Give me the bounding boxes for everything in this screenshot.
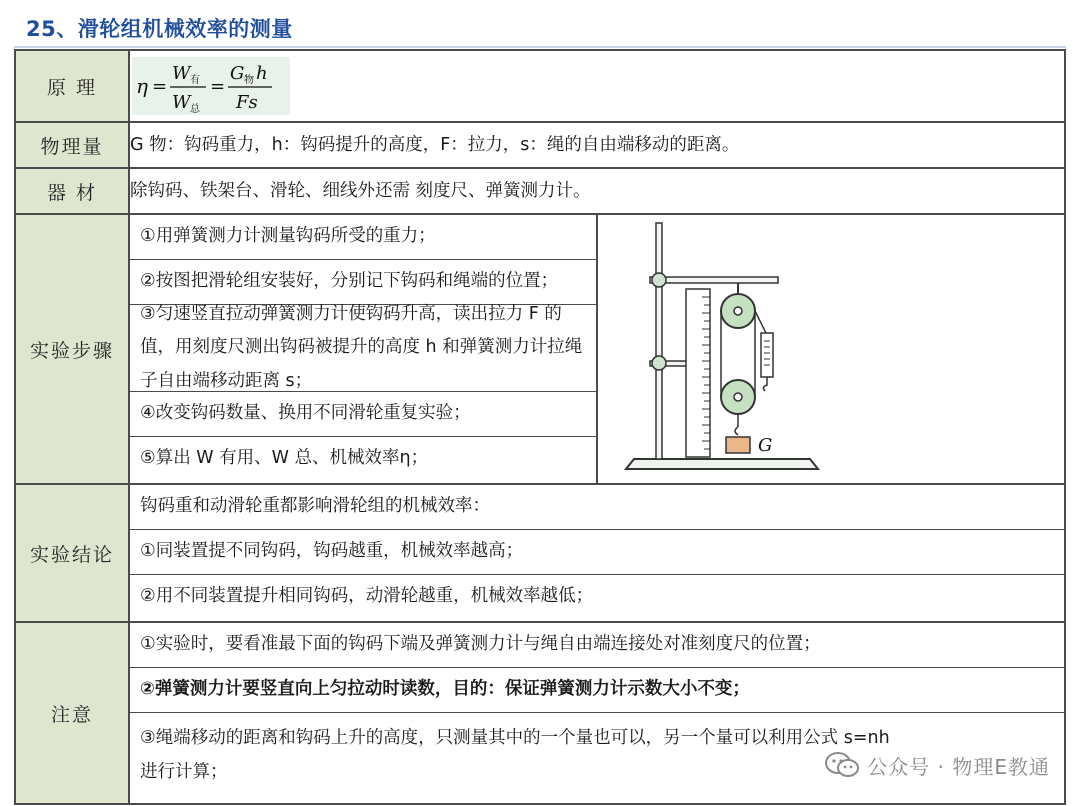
watermark (825, 748, 1050, 782)
svg-text:=: = (210, 76, 226, 97)
label-conclusion: 实验结论 (15, 484, 129, 622)
experiment-table (14, 49, 1066, 805)
spring-scale (761, 333, 773, 377)
quantities-text: G 物：钩码重力，h：钩码提升的高度，F：拉力，s：绳的自由端移动的距离。 (129, 122, 1065, 168)
row-steps (15, 214, 1065, 484)
note-item: ①实验时，要看准最下面的钩码下端及弹簧测力计与绳自由端连接处对准刻度尺的位置； (130, 623, 1064, 668)
svg-text:=: = (152, 76, 168, 97)
title-underline (14, 46, 1066, 48)
svg-text:总: 总 (190, 104, 200, 115)
step-item: ④改变钩码数量、换用不同滑轮重复实验； (130, 392, 596, 437)
principle-formula (129, 50, 1065, 122)
stand-rod (656, 223, 662, 459)
equipment-text: 除钩码、铁架台、滑轮、细线外还需 刻度尺、弹簧测力计。 (129, 168, 1065, 214)
svg-text:有: 有 (190, 75, 200, 86)
weight-label: G (758, 435, 773, 456)
pulley-diagram-cell (597, 214, 1065, 484)
svg-text:W: W (172, 92, 191, 113)
svg-text:W: W (172, 63, 191, 84)
conclusion-item: ①同装置提不同钩码，钩码越重，机械效率越高； (130, 530, 1064, 575)
row-principle (15, 50, 1065, 122)
step-item: ②按图把滑轮组安装好，分别记下钩码和绳端的位置； (130, 260, 596, 305)
step-item: ①用弹簧测力计测量钩码所受的重力； (130, 215, 596, 260)
ruler (686, 289, 710, 457)
pulley-apparatus-diagram (598, 215, 838, 479)
note-item: ③绳端移动的距离和钩码上升的高度，只测量其中的一个量也可以，另一个量可以利用公式 s=nh 进行计算； (140, 727, 890, 782)
svg-text:Fs: Fs (236, 92, 258, 113)
stand-base (626, 459, 818, 469)
row-quantities (15, 122, 1065, 168)
svg-text:物: 物 (244, 75, 254, 86)
svg-text:η: η (136, 74, 148, 98)
row-conclusion (15, 484, 1065, 622)
top-arm (650, 277, 778, 283)
conclusion-list (129, 484, 1065, 622)
wechat-icon (825, 751, 859, 779)
note-item-bold: ②弹簧测力计要竖直向上匀拉动时读数，目的：保证弹簧测力计示数大小不变； (130, 668, 1064, 713)
label-principle: 原 理 (15, 50, 129, 122)
row-equipment (15, 168, 1065, 214)
hook-weight (726, 437, 750, 453)
label-steps: 实验步骤 (15, 214, 129, 484)
conclusion-item: ②用不同装置提升相同钩码，动滑轮越重，机械效率越低； (140, 586, 594, 607)
page-title: 25、滑轮组机械效率的测量 (26, 17, 293, 41)
svg-text:h: h (256, 63, 268, 84)
label-quantities: 物理量 (15, 122, 129, 168)
efficiency-formula (132, 55, 292, 117)
label-equipment: 器 材 (15, 168, 129, 214)
steps-list (129, 214, 597, 484)
step-item: ③匀速竖直拉动弹簧测力计使钩码升高，读出拉力 F 的值，用刻度尺测出钩码被提升的高度 h 和弹簧测力计拉绳子自由端移动距离 s； (130, 305, 596, 392)
conclusion-item: 钩码重和动滑轮重都影响滑轮组的机械效率： (130, 485, 1064, 530)
step-item: ⑤算出 W 有用、W 总、机械效率η； (140, 448, 429, 469)
watermark-text: 公众号 · 物理E教通 (867, 754, 1050, 779)
svg-text:G: G (230, 63, 245, 84)
label-notes: 注意 (15, 622, 129, 804)
